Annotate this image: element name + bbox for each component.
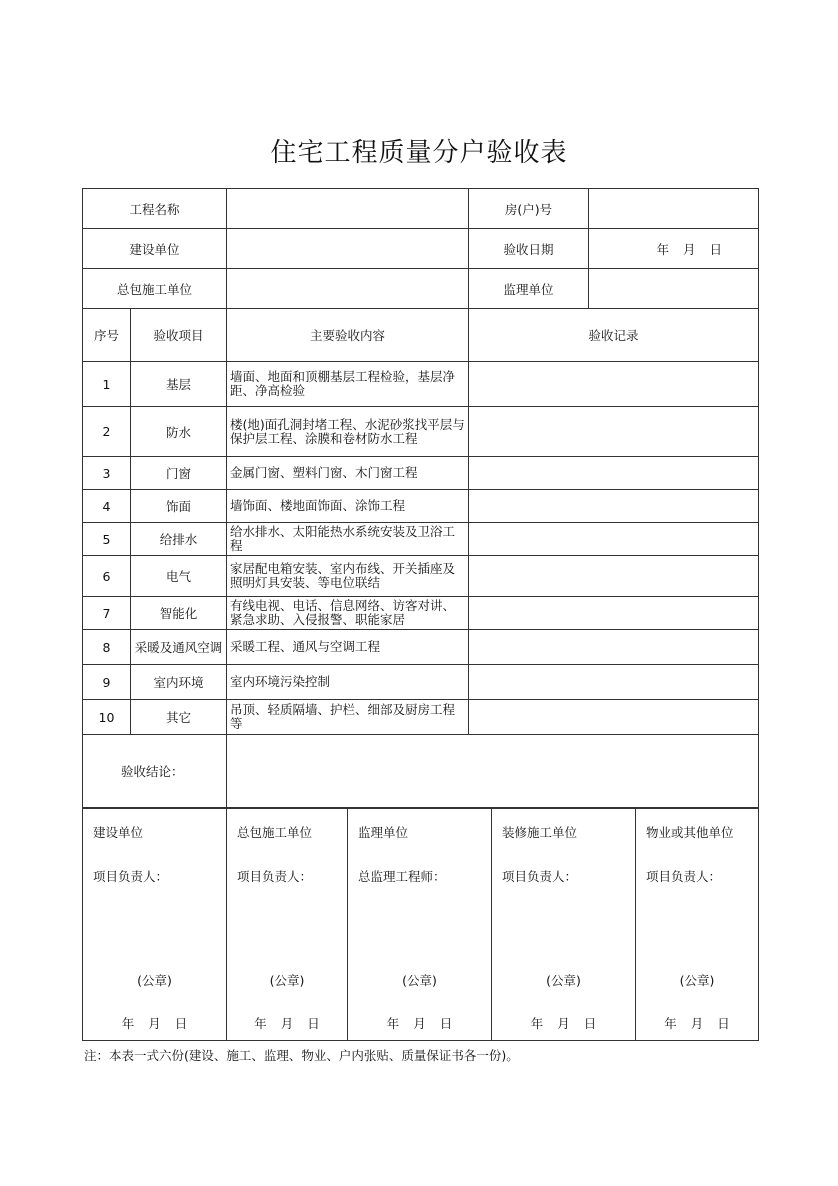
signature-responsible: 总监理工程师： (358, 869, 446, 884)
row-no: 3 (83, 457, 131, 490)
signature-seal: (公章) (546, 973, 581, 988)
signature-responsible: 项目负责人： (237, 869, 313, 884)
row-item: 电气 (131, 556, 227, 597)
row-content: 采暖工程、通风与空调工程 (227, 630, 469, 665)
row-item: 室内环境 (131, 665, 227, 700)
signature-responsible: 项目负责人： (93, 869, 169, 884)
header-no: 序号 (83, 309, 131, 362)
table-row (83, 523, 759, 556)
builder-label: 建设单位 (83, 229, 227, 269)
row-no: 1 (83, 362, 131, 407)
signature-date: 年 月 日 (530, 1016, 597, 1031)
supervisor-label: 监理单位 (469, 269, 589, 309)
builder-field[interactable] (227, 229, 469, 269)
accept-date-field[interactable]: 年 月 日 (589, 229, 759, 269)
table-row (83, 630, 759, 665)
signature-unit: 装修施工单位 (502, 825, 578, 840)
row-record-field[interactable] (469, 490, 759, 523)
row-record-field[interactable] (469, 523, 759, 556)
signature-cell[interactable] (83, 809, 227, 1041)
project-name-label: 工程名称 (83, 189, 227, 229)
signature-seal: (公章) (137, 973, 172, 988)
row-content: 吊顶、轻质隔墙、护栏、细部及厨房工程等 (227, 700, 469, 735)
row-record-field[interactable] (469, 362, 759, 407)
row-record-field[interactable] (469, 407, 759, 457)
signature-responsible: 项目负责人： (502, 869, 578, 884)
info-row-builder (83, 229, 759, 269)
signature-cell[interactable] (492, 809, 636, 1041)
table-row (83, 490, 759, 523)
contractor-label: 总包施工单位 (83, 269, 227, 309)
row-record-field[interactable] (469, 700, 759, 735)
supervisor-field[interactable] (589, 269, 759, 309)
row-no: 6 (83, 556, 131, 597)
signature-table (82, 808, 759, 1041)
signature-unit: 建设单位 (93, 825, 144, 840)
row-item: 其它 (131, 700, 227, 735)
table-row (83, 556, 759, 597)
table-row (83, 665, 759, 700)
header-content: 主要验收内容 (227, 309, 469, 362)
room-no-field[interactable] (589, 189, 759, 229)
signature-unit: 物业或其他单位 (646, 825, 734, 840)
row-item: 基层 (131, 362, 227, 407)
row-item: 给排水 (131, 523, 227, 556)
signature-cell[interactable] (636, 809, 759, 1041)
info-row-contractor (83, 269, 759, 309)
row-no: 5 (83, 523, 131, 556)
row-content: 金属门窗、塑料门窗、木门窗工程 (227, 457, 469, 490)
row-record-field[interactable] (469, 457, 759, 490)
row-item: 智能化 (131, 597, 227, 630)
info-row-project (83, 189, 759, 229)
row-record-field[interactable] (469, 665, 759, 700)
signature-unit: 监理单位 (358, 825, 409, 840)
signature-seal: (公章) (679, 973, 715, 988)
room-no-label: 房(户)号 (469, 189, 589, 229)
signature-cell[interactable] (348, 809, 492, 1041)
row-no: 2 (83, 407, 131, 457)
header-record: 验收记录 (469, 309, 759, 362)
signature-unit: 总包施工单位 (237, 825, 313, 840)
conclusion-field[interactable] (227, 735, 759, 808)
acceptance-form-table (82, 188, 759, 808)
signature-seal: (公章) (269, 973, 305, 988)
row-no: 10 (83, 700, 131, 735)
row-item: 门窗 (131, 457, 227, 490)
contractor-field[interactable] (227, 269, 469, 309)
signature-seal: (公章) (402, 973, 437, 988)
row-record-field[interactable] (469, 597, 759, 630)
footnote: 注：本表一式六份(建设、施工、监理、物业、户内张贴、质量保证书各一份)。 (84, 1048, 519, 1063)
accept-date-label: 验收日期 (469, 229, 589, 269)
signature-date: 年 月 日 (664, 1016, 730, 1031)
row-content: 给水排水、太阳能热水系统安装及卫浴工程 (227, 523, 469, 556)
signature-responsible: 项目负责人： (646, 869, 722, 884)
signature-cell[interactable] (227, 809, 348, 1041)
row-content: 室内环境污染控制 (227, 665, 469, 700)
row-content: 墙饰面、楼地面饰面、涂饰工程 (227, 490, 469, 523)
table-row (83, 407, 759, 457)
table-row (83, 362, 759, 407)
row-record-field[interactable] (469, 556, 759, 597)
conclusion-row (83, 735, 759, 808)
row-content: 有线电视、电话、信息网络、访客对讲、紧急求助、入侵报警、职能家居 (227, 597, 469, 630)
row-no: 8 (83, 630, 131, 665)
signature-date: 年 月 日 (121, 1016, 188, 1031)
table-row (83, 457, 759, 490)
table-row (83, 700, 759, 735)
row-item: 采暖及通风空调 (131, 630, 227, 665)
table-row (83, 597, 759, 630)
header-item: 验收项目 (131, 309, 227, 362)
row-item: 饰面 (131, 490, 227, 523)
row-content: 家居配电箱安装、室内布线、开关插座及照明灯具安装、等电位联结 (227, 556, 469, 597)
page-title: 住宅工程质量分户验收表 (270, 138, 568, 168)
row-record-field[interactable] (469, 630, 759, 665)
signature-date: 年 月 日 (386, 1016, 453, 1031)
conclusion-label: 验收结论： (83, 735, 227, 808)
project-name-field[interactable] (227, 189, 469, 229)
table-header-row (83, 309, 759, 362)
row-no: 7 (83, 597, 131, 630)
signature-date: 年 月 日 (254, 1016, 320, 1031)
row-no: 9 (83, 665, 131, 700)
row-content: 楼(地)面孔洞封堵工程、水泥砂浆找平层与保护层工程、涂膜和卷材防水工程 (227, 407, 469, 457)
row-content: 墙面、地面和顶棚基层工程检验，基层净距、净高检验 (227, 362, 469, 407)
row-no: 4 (83, 490, 131, 523)
row-item: 防水 (131, 407, 227, 457)
